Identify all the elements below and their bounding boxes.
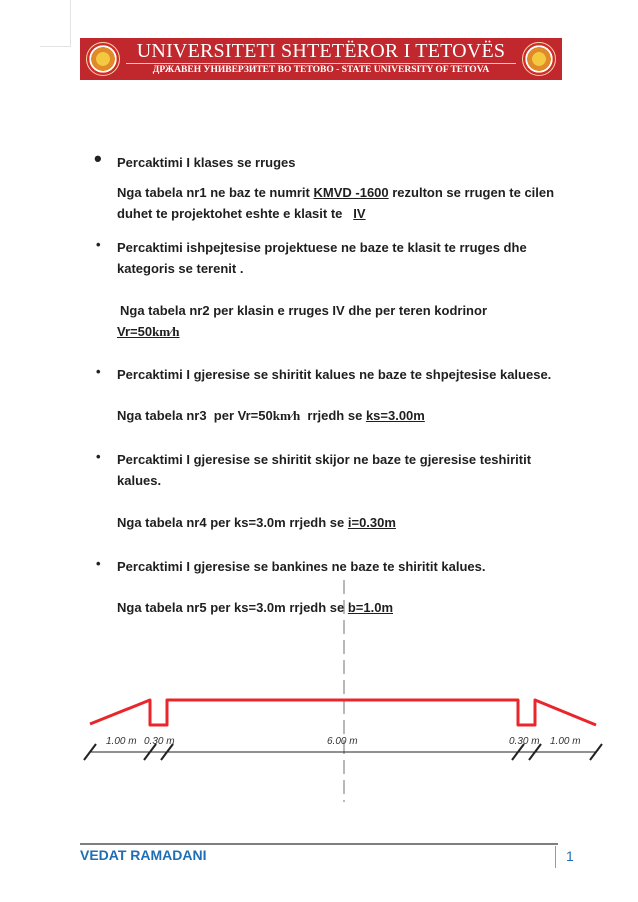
item-heading: Percaktimi I klases se rruges xyxy=(117,155,296,170)
design-speed-value: Vr=50 xyxy=(117,324,153,339)
shoulder-width-value: b=1.0m xyxy=(347,600,394,615)
kmvd-value: KMVD -1600 xyxy=(313,185,389,200)
item-text xyxy=(117,512,396,533)
dimension-label: 1.00 m xyxy=(550,736,581,747)
item-text xyxy=(117,182,587,203)
dimension-label: 6.00 m xyxy=(327,736,358,747)
item-text xyxy=(117,405,425,426)
item-heading: Percaktimi I gjeresise se bankines ne baze te shiritit kalues. xyxy=(117,559,486,574)
text-segment: Nga tabela nr5 per ks=3.0m rrjedh se xyxy=(117,600,348,615)
item-heading: kalues. xyxy=(117,473,162,488)
footer-rule xyxy=(80,843,558,845)
text-segment: duhet te projektohet eshte e klasit te xyxy=(117,206,346,221)
item-heading: Percaktimi ishpejtesise projektuese ne baze te klasit te rruges dhe xyxy=(117,240,527,255)
road-class-value: IV xyxy=(353,206,366,221)
item-heading: kategoris se terenit . xyxy=(117,261,244,276)
text-segment: rezulton se rrugen te cilen xyxy=(388,185,555,200)
dimension-label: 0.30 m xyxy=(144,736,175,747)
bullet: • xyxy=(96,449,101,464)
item-heading: Percaktimi I gjeresise se shiritit kalues ne baze te shpejtesise kaluese. xyxy=(117,367,552,382)
university-logo-right xyxy=(522,42,556,76)
dimension-label: 1.00 m xyxy=(106,736,137,747)
banner-subtitle: ДРЖАВЕН УНИВЕРЗИТЕТ ВО ТЕТОВО - STATE UNIVERSITY OF TETOVA xyxy=(152,65,490,75)
text-segment: rrjedh se xyxy=(300,408,366,423)
speed-unit: km⁄h xyxy=(272,408,301,423)
university-logo-left xyxy=(86,42,120,76)
text-segment: Nga tabela nr4 per ks=3.0m rrjedh se xyxy=(117,515,348,530)
item-text: Nga tabela nr2 per klasin e rruges IV dhe per teren kodrinor xyxy=(120,303,488,318)
lane-width-value: ks=3.00m xyxy=(365,408,425,423)
road-cross-section-diagram xyxy=(0,570,638,810)
text-segment: Nga tabela nr1 ne baz te numrit xyxy=(117,185,314,200)
bullet: • xyxy=(96,364,101,379)
item-heading: Percaktimi I gjeresise se shiritit skijor ne baze te gjeresise teshiritit xyxy=(117,452,532,467)
banner-divider xyxy=(126,63,516,64)
banner-title: UNIVERSITETI SHTETËROR I TETOVËS xyxy=(136,40,506,62)
text-segment: Nga tabela nr3 per Vr=50 xyxy=(117,408,273,423)
university-banner xyxy=(80,38,562,80)
road-profile-line xyxy=(90,700,596,725)
page-number: 1 xyxy=(566,848,574,864)
bullet: • xyxy=(96,556,101,571)
bullet: • xyxy=(94,146,102,171)
footer-separator xyxy=(555,846,556,868)
dimension-label: 0.30 m xyxy=(509,736,540,747)
speed-unit: km⁄h xyxy=(152,324,180,339)
item-text xyxy=(117,203,366,224)
footer-author: VEDAT RAMADANI xyxy=(80,847,207,863)
bullet: • xyxy=(96,237,101,252)
edge-strip-value: i=0.30m xyxy=(347,515,396,530)
item-text xyxy=(117,321,180,342)
corner-mark xyxy=(40,0,71,47)
